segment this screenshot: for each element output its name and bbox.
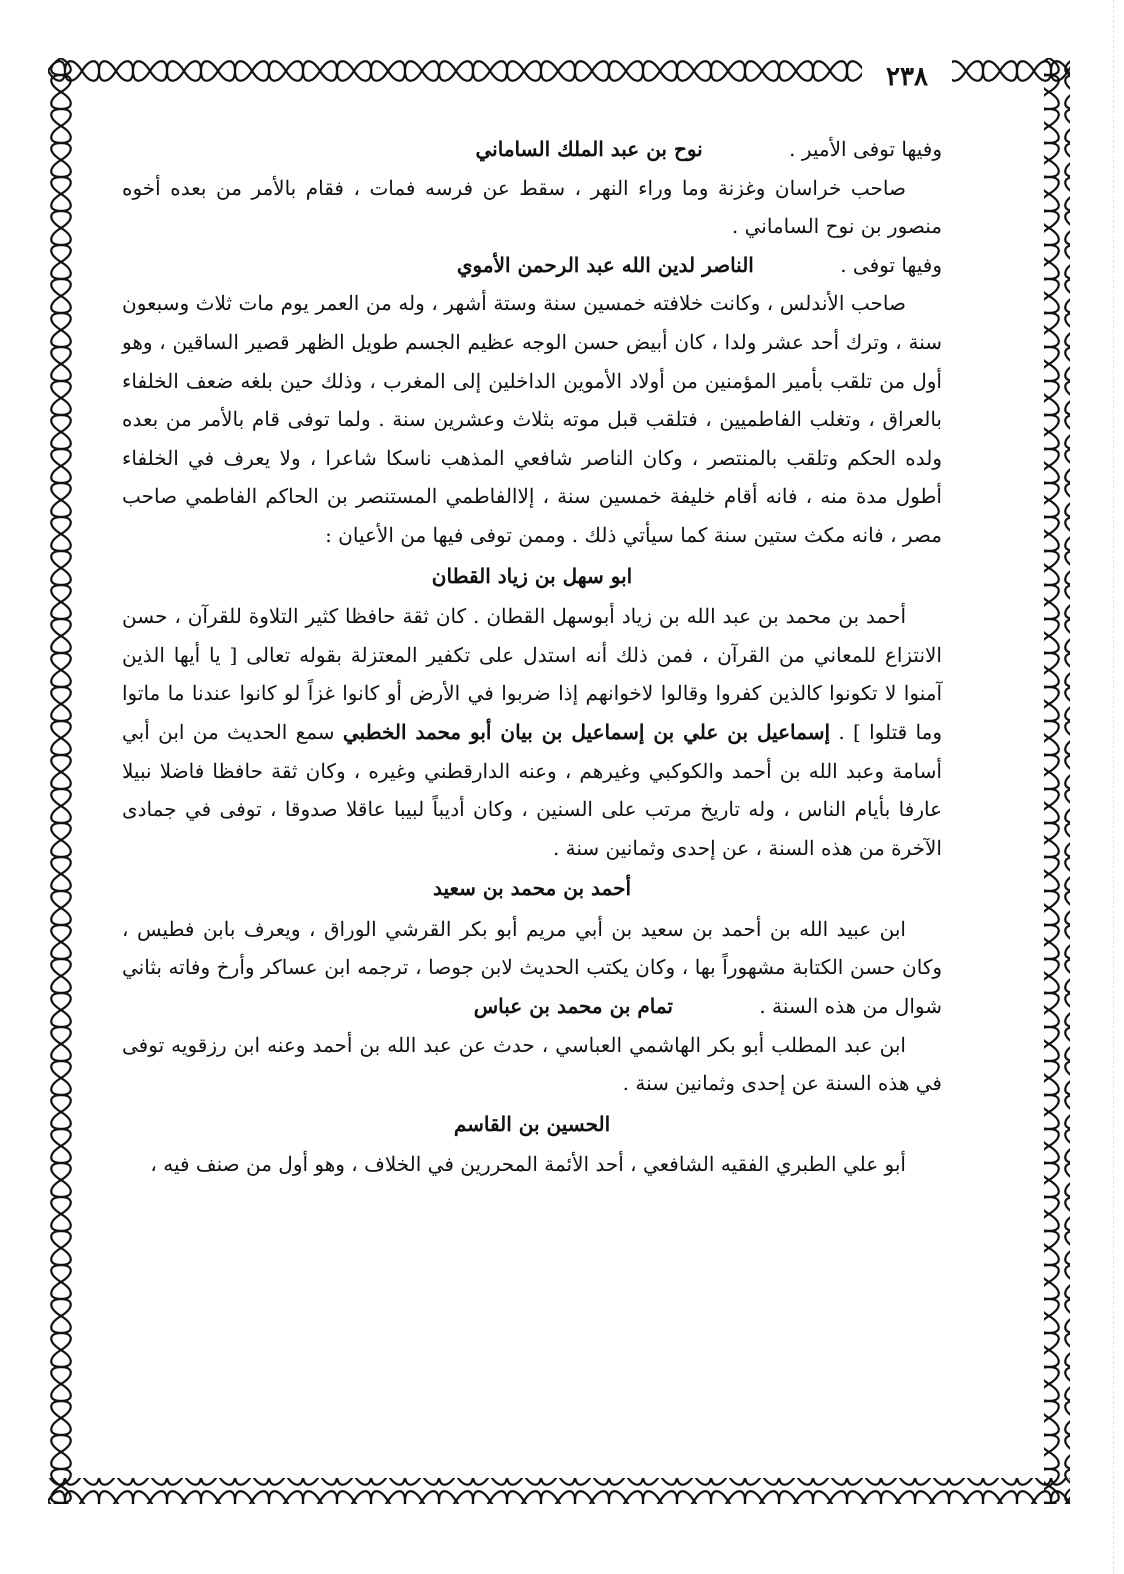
paragraph-text: أحمد بن محمد بن عبد الله بن زياد أبوسهل القطان . كان ثقة حافظا كثير التلاوة للقرآن ، حسن الانتزاع للمعاني من القرآن ، فمن ذلك أنه استدل على تكفير المعتزلة بقوله تعالى [ يا أيها الذين آمنوا لا تكونوا كالذين كفروا وقالوا لاخوانهم إذا ضربوا في الأرض أو كانوا غزاً لو كانوا عندنا ما ماتوا وما قتلوا ] . [122, 604, 942, 744]
person-name: الناصر لدين الله عبد الرحمن الأموي [456, 252, 754, 277]
paragraph: ابن عبد المطلب أبو بكر الهاشمي العباسي ، حدث عن عبد الله بن أحمد وعنه ابن رزقويه توفى في هذه السنة عن إحدى وثمانين سنة . [122, 1032, 942, 1096]
section-heading: أحمد بن محمد بن سعيد [432, 876, 632, 901]
obituary-heading-line [122, 246, 942, 285]
person-name: إسماعيل بن علي بن إسماعيل بن بيان أبو محمد الخطبي [342, 719, 831, 744]
section-heading: الحسين بن القاسم [453, 1111, 611, 1136]
paragraph: أبو علي الطبري الفقيه الشافعي ، أحد الأئمة المحررين في الخلاف ، وهو أول من صنف فيه ، [150, 1152, 906, 1177]
paragraph-text: سمع الحديث من ابن أبي أسامة وعبد الله بن أحمد والكوكبي وغيرهم ، وعنه الدارقطني وغيره ، وكان ثقة حافظا فاضلا نبيلا عارفا بأيام الناس ، وله تاريخ مرتب على السنين ، وكان أديباً لبيبا عاقلا صدوقا ، توفى في جمادى الآخرة من هذه السنة ، عن إحدى وثمانين سنة . [122, 719, 942, 860]
page-number: ٢٣٨ [862, 60, 952, 94]
paragraph [122, 597, 942, 867]
text-body [122, 130, 942, 1460]
scan-edge [1113, 0, 1120, 1574]
paragraph: صاحب الأندلس ، وكانت خلافته خمسين سنة وستة أشهر ، وله من العمر يوم مات ثلاث وسبعون سنة ، وترك أحد عشر ولدا ، كان أبيض حسن الوجه عظيم الجسم طويل الظهر قصير الساقين ، وهو أول من تلقب بأمير المؤمنين من أولاد الأموين الداخلين إلى المغرب ، وذلك حين بلغه ضعف الخلفاء بالعراق ، وتغلب الفاطميين ، فتلقب قبل موته بثلاث وعشرين سنة . ولما توفى قام بالأمر من بعده ولده الحكم وتلقب بالمنتصر ، وكان الناصر شافعي المذهب ناسكا شاعرا ، ولا يعرف في الخلفاء أطول مدة منه ، فانه أقام خليفة خمسين سنة ، إلاالفاطمي المستنصر بن الحاكم الفاطمي صاحب مصر ، فانه مكث ستين سنة كما سيأتي ذلك . وممن توفى فيها من الأعيان : [122, 291, 942, 547]
heading-lead: وفيها توفى . [840, 252, 942, 277]
person-name: نوح بن عبد الملك الساماني [475, 137, 703, 161]
heading-lead: وفيها توفى الأمير . [789, 137, 942, 161]
paragraph-text: ابن عبيد الله بن أحمد بن سعيد بن أبي مريم أبو بكر القرشي الوراق ، ويعرف بابن فطيس ، وكان حسن الكتابة مشهوراً بها ، وكان يكتب الحديث لابن جوصا ، ترجمه ابن عساكر وأرخ وفاته بثاني شوال من هذه السنة . [122, 916, 942, 1019]
section-heading: ابو سهل بن زياد القطان [431, 563, 633, 588]
obituary-heading-line [122, 130, 942, 169]
paragraph: صاحب خراسان وغزنة وما وراء النهر ، سقط عن فرسه فمات ، فقام بالأمر من بعده أخوه منصور بن نوح الساماني . [122, 175, 942, 239]
paragraph [122, 910, 942, 1026]
person-name: تمام بن محمد بن عباس [473, 994, 673, 1019]
